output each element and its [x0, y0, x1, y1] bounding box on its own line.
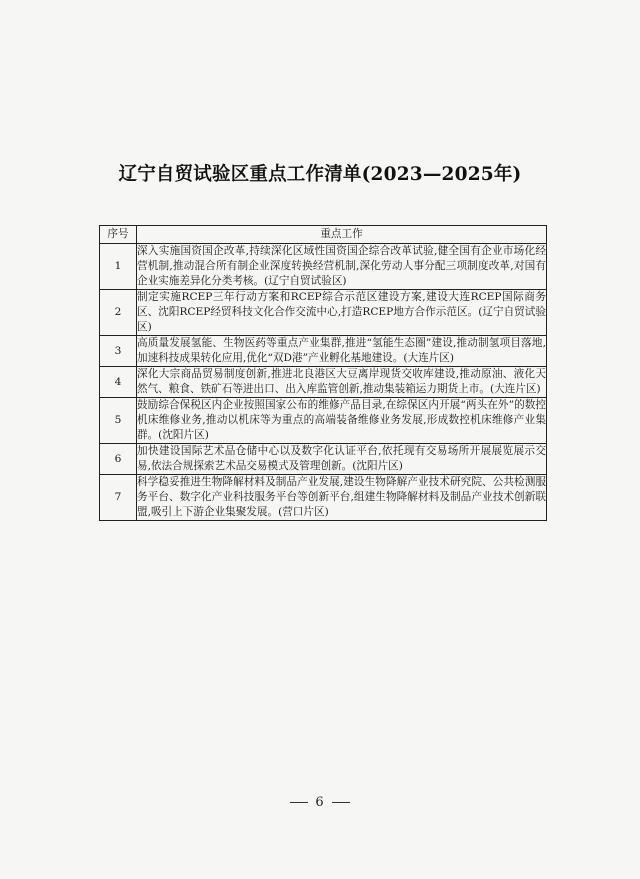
row-work-text: 高质量发展氢能、生物医药等重点产业集群,推进“氢能生态圈”建设,推动制氢项目落地,加速科技成果转化应用,优化“双D港”产业孵化基地建设。(大连片区)	[137, 336, 547, 367]
key-work-table	[99, 225, 547, 521]
row-number: 5	[100, 398, 137, 444]
row-number: 3	[100, 336, 137, 367]
table-row	[100, 290, 547, 336]
row-work-text: 深入实施国资国企改革,持续深化区域性国资国企综合改革试验,健全国有企业市场化经营机制,推动混合所有制企业深度转换经营机制,深化劳动人事分配三项制度改革,对国有企业实施差异化分类考核。(辽宁自贸试验区)	[137, 244, 547, 290]
right-dash	[332, 802, 350, 803]
header-key-work: 重点工作	[137, 226, 547, 244]
row-number: 7	[100, 475, 137, 521]
table-row	[100, 475, 547, 521]
table-row	[100, 367, 547, 398]
row-work-text: 制定实施RCEP三年行动方案和RCEP综合示范区建设方案,建设大连RCEP国际商务区、沈阳RCEP经贸科技文化合作交流中心,打造RCEP地方合作示范区。(辽宁自贸试验区)	[137, 290, 547, 336]
document-title: 辽宁自贸试验区重点工作清单(2023—2025年)	[118, 164, 522, 185]
row-number: 2	[100, 290, 137, 336]
row-work-text: 加快建设国际艺术品仓储中心以及数字化认证平台,依托现有交易场所开展展览展示交易,依法合规探索艺术品交易模式及管理创新。(沈阳片区)	[137, 444, 547, 475]
row-number: 4	[100, 367, 137, 398]
row-work-text: 深化大宗商品贸易制度创新,推进北良港区大豆离岸现货交收库建设,推动原油、液化天然气、粮食、铁矿石等进出口、出入库监管创新,推动集装箱运力期货上市。(大连片区)	[137, 367, 547, 398]
table-header-row	[100, 226, 547, 244]
row-work-text: 鼓励综合保税区内企业按照国家公布的维修产品目录,在综保区内开展“两头在外”的数控机床维修业务,推动以机床等为重点的高端装备维修业务发展,形成数控机床维修产业集群。(沈阳片区)	[137, 398, 547, 444]
page-number-value: 6	[315, 795, 325, 810]
row-number: 6	[100, 444, 137, 475]
row-number: 1	[100, 244, 137, 290]
row-work-text: 科学稳妥推进生物降解材料及制品产业发展,建设生物降解产业技术研究院、公共检测服务平台、数字化产业科技服务平台等创新平台,组建生物降解材料及制品产业技术创新联盟,吸引上下游企业集聚发展。(营口片区)	[137, 475, 547, 521]
table-row	[100, 336, 547, 367]
header-number: 序号	[100, 226, 137, 244]
left-dash	[290, 802, 308, 803]
table-row	[100, 244, 547, 290]
table-row	[100, 398, 547, 444]
page-number	[0, 795, 640, 810]
table-row	[100, 444, 547, 475]
